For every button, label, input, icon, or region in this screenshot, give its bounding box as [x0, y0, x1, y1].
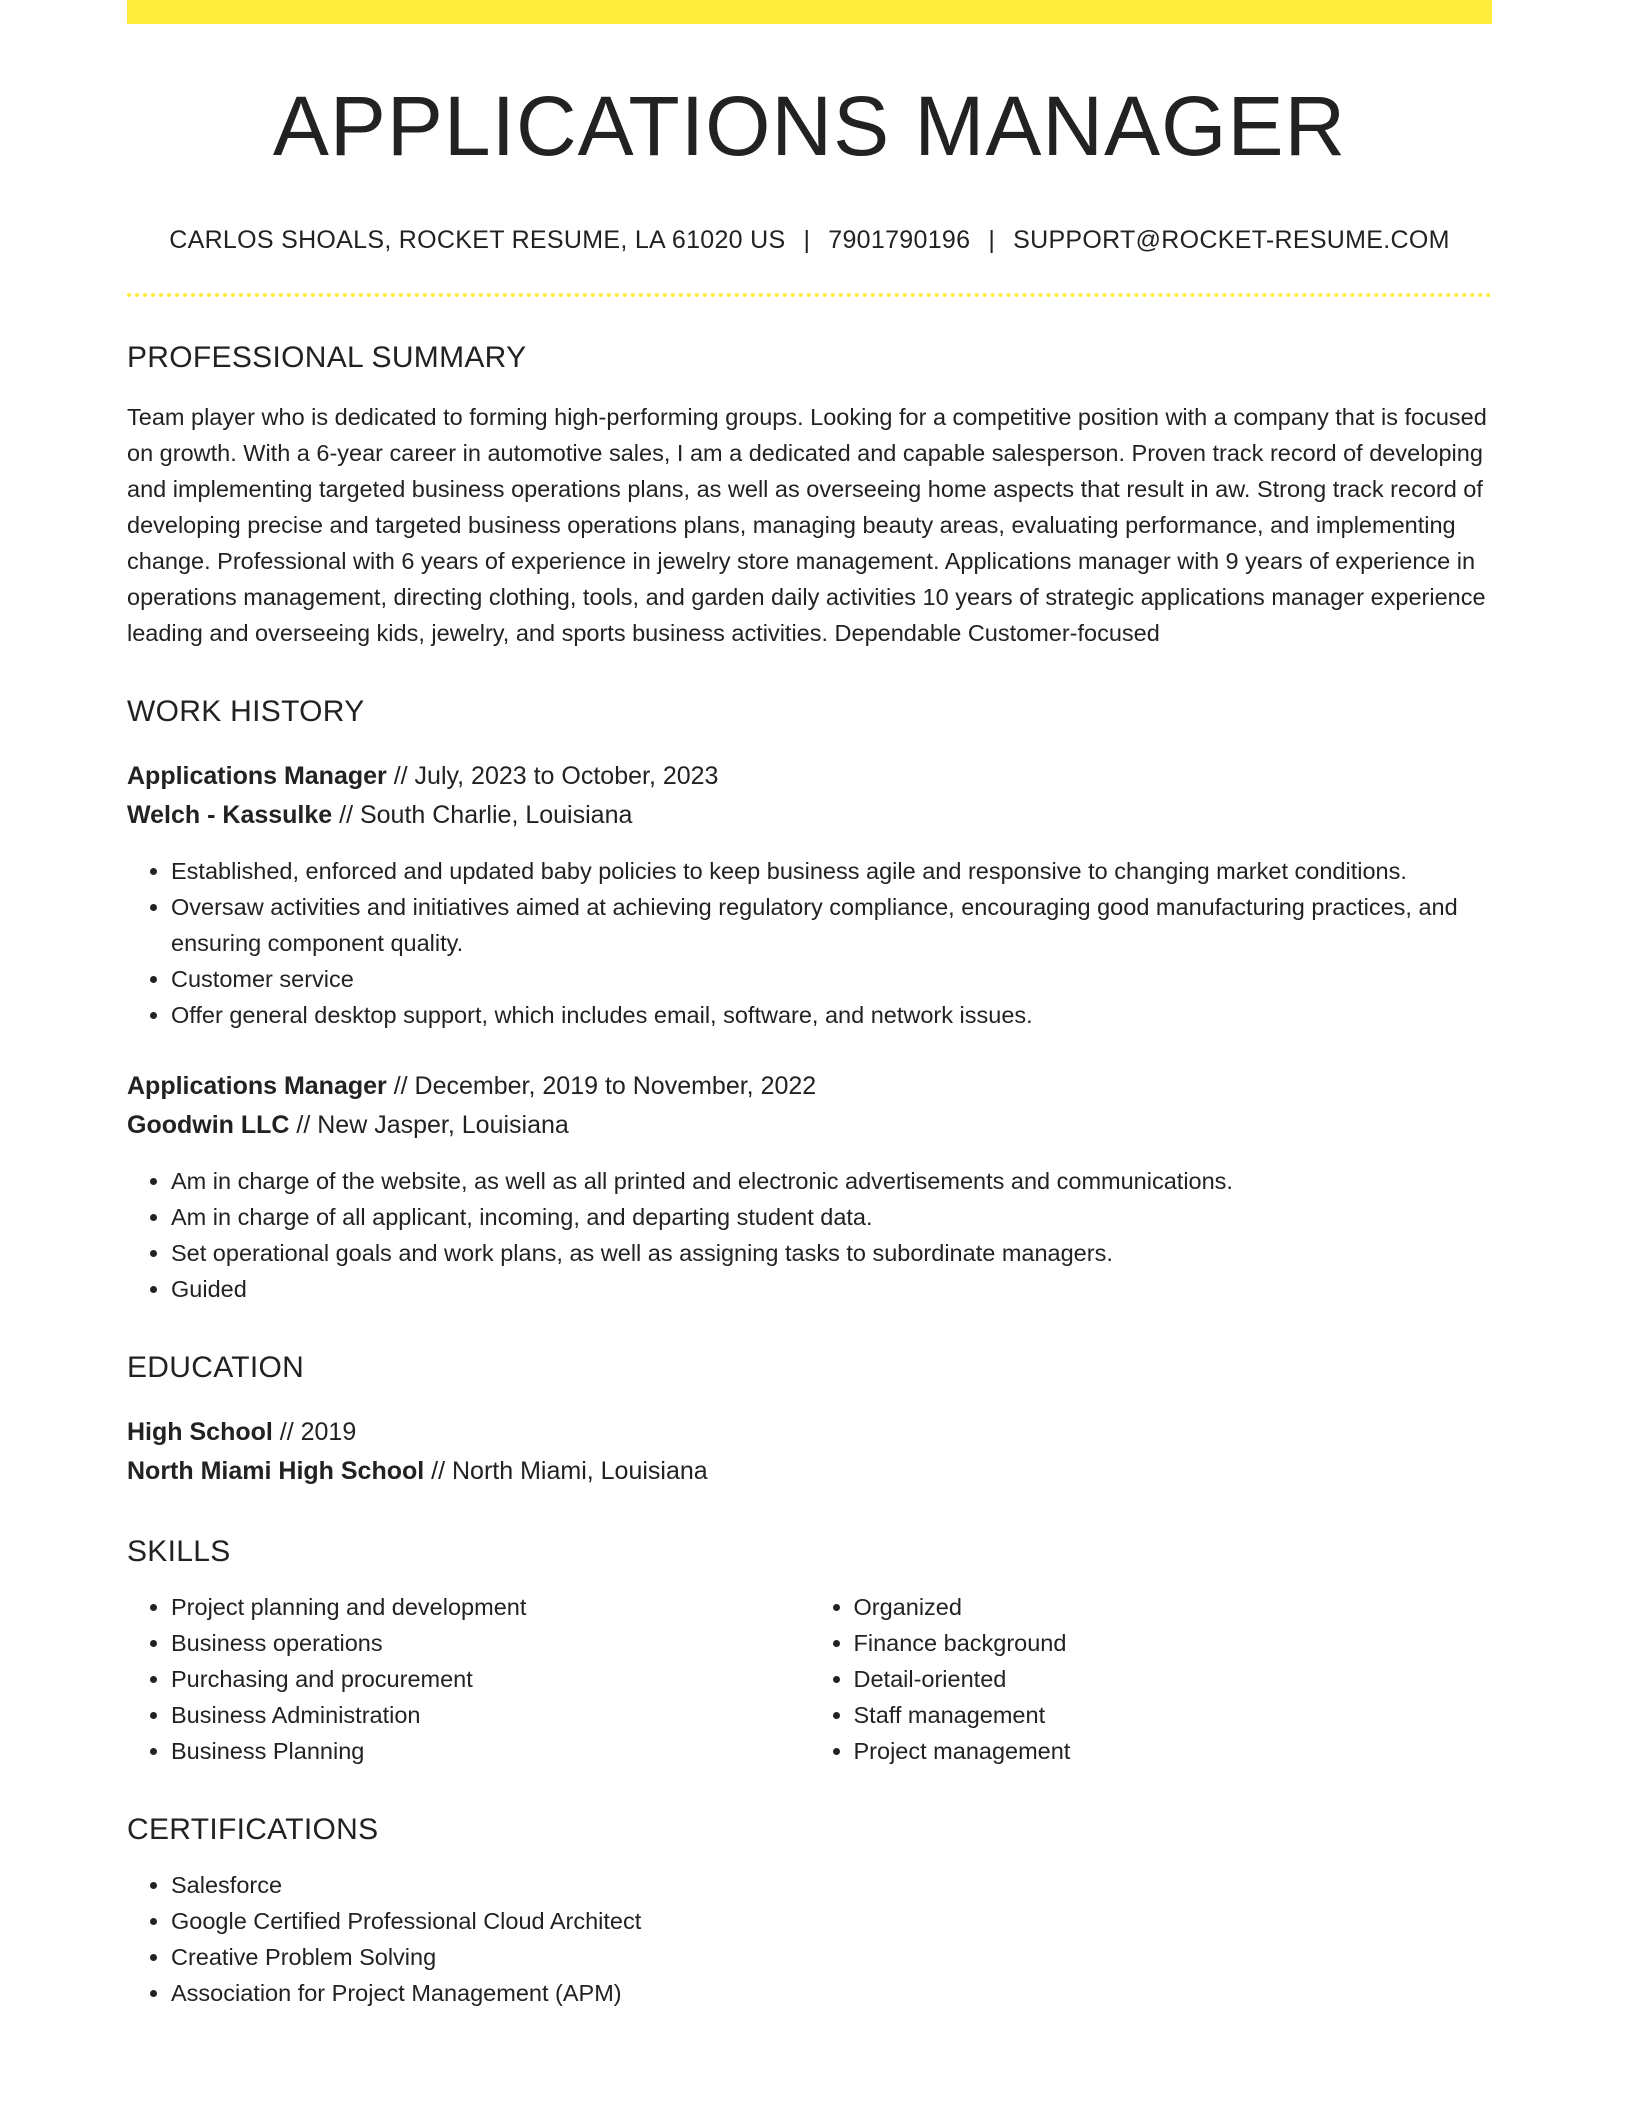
list-item: • Google Certified Professional Cloud Architect: [171, 1903, 1492, 1939]
resume-title: APPLICATIONS MANAGER: [272, 79, 1347, 173]
dotted-divider: [127, 293, 1492, 297]
list-item: • Set operational goals and work plans, as well as assigning tasks to subordinate managers.: [171, 1235, 1492, 1271]
education-entry: [127, 1413, 1492, 1491]
list-item: • Am in charge of all applicant, incoming, and departing student data.: [171, 1199, 1492, 1235]
skills-grid: [127, 1589, 1492, 1769]
section-heading-summary: PROFESSIONAL SUMMARY: [127, 341, 527, 375]
list-item: • Salesforce: [171, 1867, 1492, 1903]
skills-list-right: [810, 1589, 1493, 1769]
list-item: • Detail-oriented: [854, 1661, 1493, 1697]
education-degree: High School: [127, 1418, 273, 1447]
job-title-line: [127, 1067, 1492, 1106]
job-entry: [127, 1067, 1492, 1307]
list-item: • Staff management: [854, 1697, 1493, 1733]
job-location: // South Charlie, Louisiana: [332, 801, 633, 830]
list-item: • Guided: [171, 1271, 1492, 1307]
list-item: • Finance background: [854, 1625, 1493, 1661]
job-bullets: [127, 853, 1492, 1033]
section-heading-skills: SKILLS: [127, 1535, 231, 1569]
job-title: Applications Manager: [127, 762, 387, 791]
job-dates: // July, 2023 to October, 2023: [386, 762, 719, 791]
accent-top-bar: [127, 0, 1492, 24]
education-year: // 2019: [272, 1418, 357, 1447]
list-item: • Project planning and development: [171, 1589, 810, 1625]
list-item: • Business Administration: [171, 1697, 810, 1733]
section-heading-education: EDUCATION: [127, 1351, 305, 1385]
list-item: • Business operations: [171, 1625, 810, 1661]
list-item: • Customer service: [171, 961, 1492, 997]
job-bullets: [127, 1163, 1492, 1307]
list-item: • Creative Problem Solving: [171, 1939, 1492, 1975]
list-item: • Oversaw activities and initiatives aimed at achieving regulatory compliance, encouraging good manufacturing practices, and ensuring component quality.: [171, 889, 1492, 961]
list-item: • Organized: [854, 1589, 1493, 1625]
contact-email: SUPPORT@ROCKET-RESUME.COM: [1013, 226, 1450, 255]
education-school-line: [127, 1452, 1492, 1491]
list-item: • Am in charge of the website, as well as all printed and electronic advertisements and communications.: [171, 1163, 1492, 1199]
skills-list-left: [127, 1589, 810, 1769]
job-location: // New Jasper, Louisiana: [289, 1111, 569, 1140]
contact-line: [127, 226, 1492, 255]
list-item: • Established, enforced and updated baby policies to keep business agile and responsive to changing market conditions.: [171, 853, 1492, 889]
summary-text: Team player who is dedicated to forming high-performing groups. Looking for a competitive position with a company that is focused on growth. With a 6-year career in automotive sales, I am a dedicated and capable salesperson. Proven track record of developing and implementing targeted business operations plans, as well as overseeing home aspects that result in aw. Strong track record of developing precise and targeted business operations plans, managing beauty areas, evaluating performance, and implementing change. Professional with 6 years of experience in jewelry store management. Applications manager with 9 years of experience in operations management, directing clothing, tools, and garden daily activities 10 years of strategic applications manager experience leading and overseeing kids, jewelry, and sports business activities. Dependable Customer-focused: [127, 404, 1487, 647]
education-location: // North Miami, Louisiana: [424, 1457, 708, 1486]
education-degree-line: [127, 1413, 1492, 1452]
job-company-line: [127, 1106, 1492, 1145]
education-school: North Miami High School: [127, 1457, 425, 1486]
job-company: Goodwin LLC: [127, 1111, 290, 1140]
job-company: Welch - Kassulke: [127, 801, 333, 830]
job-dates: // December, 2019 to November, 2022: [386, 1072, 817, 1101]
list-item: • Purchasing and procurement: [171, 1661, 810, 1697]
job-title-line: [127, 757, 1492, 796]
certifications-list: [127, 1867, 1492, 2011]
list-item: • Association for Project Management (APM): [171, 1975, 1492, 2011]
resume-page: [127, 0, 1492, 2011]
section-heading-work-history: WORK HISTORY: [127, 695, 365, 729]
job-entry: [127, 757, 1492, 1033]
contact-phone: 7901790196: [828, 226, 971, 255]
job-company-line: [127, 796, 1492, 835]
list-item: • Business Planning: [171, 1733, 810, 1769]
list-item: • Offer general desktop support, which includes email, software, and network issues.: [171, 997, 1492, 1033]
section-heading-certifications: CERTIFICATIONS: [127, 1813, 379, 1847]
list-item: • Project management: [854, 1733, 1493, 1769]
job-title: Applications Manager: [127, 1072, 387, 1101]
contact-separator: |: [988, 226, 996, 255]
contact-separator: |: [803, 226, 811, 255]
contact-address: CARLOS SHOALS, ROCKET RESUME, LA 61020 US: [169, 226, 786, 255]
